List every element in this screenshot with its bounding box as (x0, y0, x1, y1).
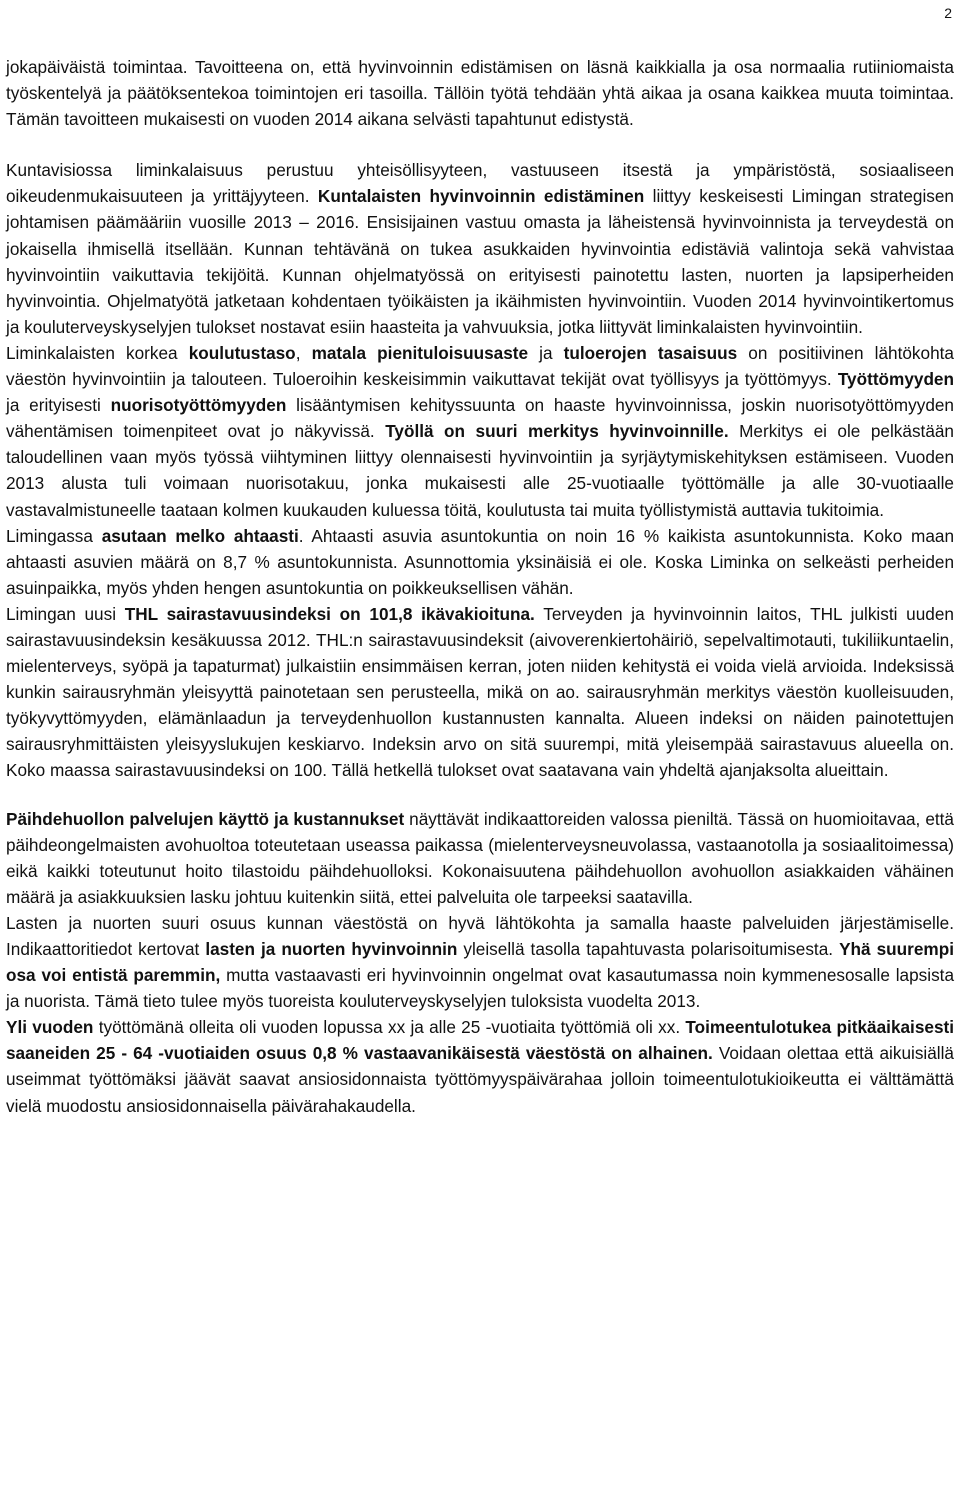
bold-text: Yhä suurempi osa voi entistä paremmin, (6, 939, 954, 986)
bold-text: THL sairastavuusindeksi on 101,8 ikävakioituna. (124, 603, 535, 624)
document-body (6, 54, 954, 1119)
bold-text: Työllä on suuri merkitys hyvinvoinnille. (385, 421, 729, 442)
text-run: Kuntavisiossa liminkalaisuus perustuu yhteisöllisyyteen, vastuuseen itsestä ja ympäristöstä, sosiaaliseen oikeudenmukaisuuteen ja yrittäjyyteen. (6, 160, 954, 207)
text-run: Merkitys ei ole pelkästään taloudellinen vaan myös työssä viihtyminen liittyy olennaisesti hyvinvointiin ja syrjäytymiskehityksen estämiseen. Vuoden 2013 alusta tuli voimaan nuorisotakuu, jonka mukaisesti alle 25-vuotiaalle työttömälle ja alle 30-vuotiaalle vastavalmistuneelle taataan kolmen kuukauden kuluessa töitä, koulutusta tai muita työllistymistä auttavia tukitoimia. (6, 421, 954, 520)
text-run: Limingassa (6, 525, 102, 546)
paragraph (6, 340, 954, 523)
text-run: . Ahtaasti asuvia asuntokuntia on noin 16 % kaikista asuntokunnista. Koko maan ahtaasti asuvien määrä on 8,7 % asuntokunnista. Asunnottomia yksinäisiä ei ole. Koska Liminka on selkeästi perheiden asuinpaikka, myös yhden hengen asuntokuntia on poikkeuksellisen vähän. (6, 525, 954, 598)
bold-text: Työttömyyden (837, 369, 954, 390)
text-run: Terveyden ja hyvinvoinnin laitos, THL julkisti uuden sairastavuusindeksin kesäkuussa 2012. THL:n sairastavuusindeksit (aivoverenkiertohäiriö, sepelvaltimotauti, tukiliikuntaelin, mielenterveys, syöpä ja tapaturmat) julkaistiin ensimmäisen kerran, joten niiden kehitystä ei voida vielä arvioida. Indeksissä kunkin sairausryhmän yleisyyttä painotetaan sen perusteella, mikä on ao. sairausryhmän merkitys väestön kuolleisuuden, työkyvyttömyyden, elämänlaadun ja terveydenhuollon kustannusten kannalta. Alueen indeksi on näiden painotettujen sairausryhmittäisten yleisyyslukujen keskiarvo. Indeksin arvo on sitä suurempi, mitä yleisempää sairastavuus alueella on. Koko maassa sairastavuusindeksi on 100. Tällä hetkellä tulokset ovat saatavana vain yhdeltä ajanjaksolta alueittain. (6, 603, 954, 781)
bold-text: matala pienituloisuusaste (311, 342, 529, 363)
text-run: jokapäiväistä toimintaa. Tavoitteena on, että hyvinvoinnin edistämisen on läsnä kaikkialla ja osa normaalia rutiiniomaista työskentelyä ja päätöksentekoa toimintojen eri tasoilla. Tällöin työtä tehdään yhtä aikaa ja osana kaikkea muuta toimintaa. Tämän tavoitteen mukaisesti on vuoden 2014 aikana selvästi tapahtunut edistystä. (6, 57, 954, 130)
bold-text: koulutustaso (188, 342, 296, 363)
text-run: Lasten ja nuorten suuri osuus kunnan väestöstä on hyvä lähtökohta ja samalla haaste palveluiden järjestämiselle. Indikaattoritiedot kertovat (6, 912, 954, 959)
text-run: ja (528, 342, 564, 363)
paragraph (6, 54, 954, 132)
paragraph (6, 157, 954, 340)
text-run: Voidaan olettaa että aikuisiällä useimmat työttömäksi jäävät saavat ansiosidonnaista työttömyyspäivärahaa jolloin toimeentulotukioikeutta ei välttämättä vielä muodostu ansiosidonnaisella päivärahakaudella. (6, 1043, 954, 1116)
bold-text: Päihdehuollon palvelujen käyttö ja kustannukset (6, 808, 405, 829)
bold-text: asutaan melko ahtaasti (101, 525, 299, 546)
text-run: mutta vastaavasti eri hyvinvoinnin ongelmat ovat kasautumassa noin kymmenesosalle lapsista ja nuorista. Tämä tieto tulee myös tuoreista kouluterveyskyselyjen tuloksista vuodelta 2013. (6, 965, 954, 1012)
text-run: ja erityisesti (6, 395, 111, 416)
bold-text: Yli vuoden (6, 1017, 94, 1038)
paragraph (6, 910, 954, 1014)
bold-text: Kuntalaisten hyvinvoinnin edistäminen (317, 186, 645, 207)
text-run: lisääntymisen kehityssuunta on haaste hyvinvoinnissa, joskin nuorisotyöttömyyden vähentämisen toimenpiteet ovat jo näkyvissä. (6, 395, 954, 442)
text-run: liittyy keskeisesti Limingan strategisen johtamisen päämääriin vuosille 2013 – 2016. Ensisijainen vastuu omasta ja läheistensä hyvinvoinnista ja terveydestä on jokaisella ihmisellä itsellään. Kunnan tehtävänä on tukea asukkaiden hyvinvointia edistäviä valintoja sekä vahvistaa hyvinvointiin vaikuttavia tekijöitä. Kunnan ohjelmatyössä on erityisesti painotettu lasten, nuorten ja lapsiperheiden hyvinvointia. Ohjelmatyötä jatketaan kohdentaen työikäisten ja ikäihmisten hyvinvointiin. Vuoden 2014 hyvinvointikertomus ja kouluterveyskyselyjen tulokset nostavat esiin haasteita ja vahvuuksia, jotka liittyvät liminkalaisten hyvinvointiin. (6, 186, 954, 337)
text-run: yleisellä tasolla tapahtuvasta polarisoitumisesta. (457, 939, 840, 959)
text-run: Limingan uusi (6, 603, 125, 624)
text-run: on positiivinen lähtökohta väestön hyvinvointiin ja talouteen. Tuloeroihin keskeisimmin vaikuttavat tekijät ovat työllisyys ja työttömyys. (6, 342, 954, 390)
paragraph (6, 806, 954, 910)
bold-text: lasten ja nuorten hyvinvoinnin (205, 939, 458, 959)
text-run: Liminkalaisten korkea (6, 342, 189, 363)
bold-text: Toimeentulotukea pitkäaikaisesti saaneiden 25 - 64 -vuotiaiden osuus 0,8 % vastaavanikäisestä väestöstä on alhainen. (6, 1017, 955, 1064)
paragraph (6, 523, 954, 601)
bold-text: tuloerojen tasaisuus (563, 342, 738, 363)
page-number: 2 (944, 5, 952, 21)
text-run: näyttävät indikaattoreiden valossa pieniltä. Tässä on huomioitavaa, että päihdeongelmaisten avohuoltoa toteutetaan useassa paikassa (mielenterveysneuvolassa, vastaanotolla ja sosiaalitoimessa) eikä kaikki toteutunut hoito tilastoidu päihdehuolloksi. Kokonaisuutena päihdehuollon avohuollon asiakkaiden vähäinen määrä ja asiakkuuksien lasku johtuu kuitenkin siitä, ettei palveluita ole tarpeeksi saatavilla. (6, 808, 954, 907)
paragraph (6, 1014, 954, 1118)
text-run: , (295, 342, 312, 363)
paragraph (6, 601, 954, 784)
bold-text: nuorisotyöttömyyden (110, 395, 287, 416)
text-run: työttömänä olleita oli vuoden lopussa xx ja alle 25 -vuotiaita työttömiä oli xx. (93, 1017, 686, 1038)
